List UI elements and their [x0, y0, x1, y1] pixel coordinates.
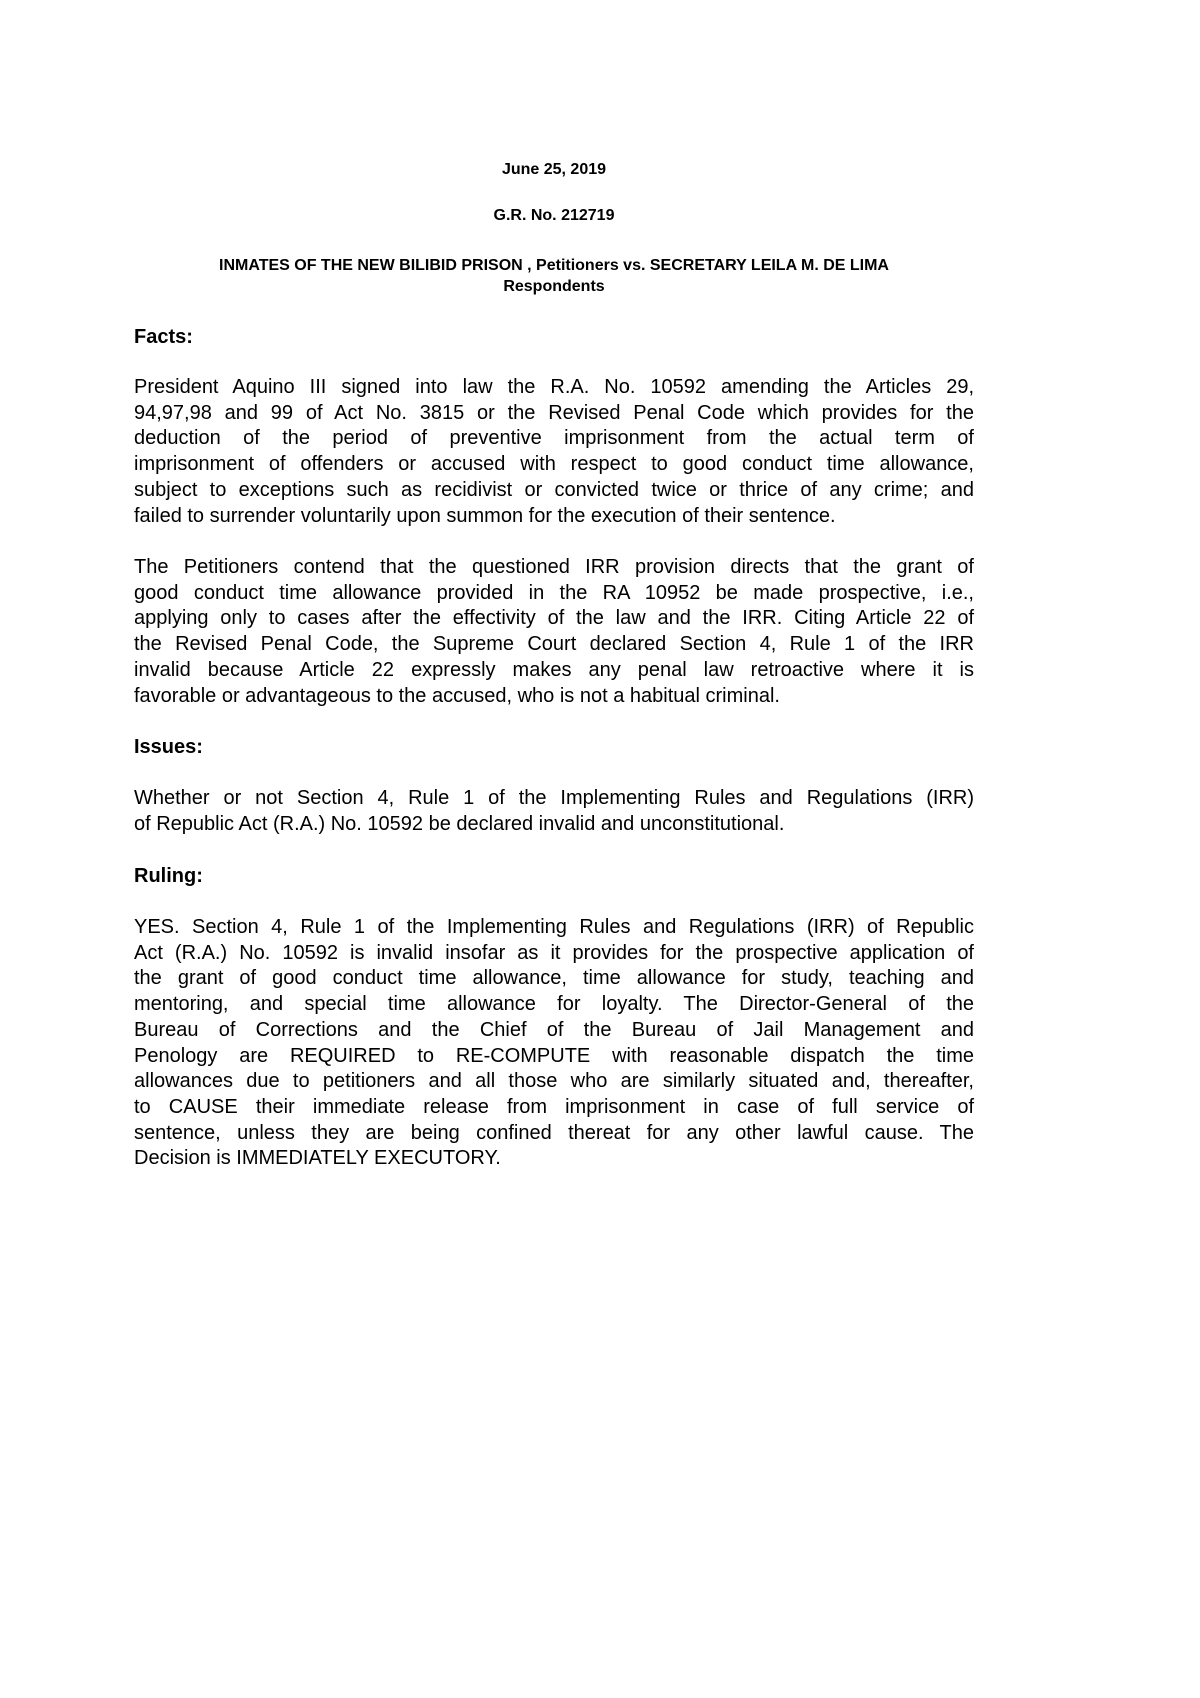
paragraph-line: of Republic Act (R.A.) No. 10592 be declared invalid and unconstitutional.: [134, 812, 785, 835]
paragraph-line: to CAUSE their immediate release from imprisonment in case of full service of: [134, 1095, 974, 1118]
paragraph-line: failed to surrender voluntarily upon summon for the execution of their sentence.: [134, 504, 836, 527]
paragraph-line: Penology are REQUIRED to RE-COMPUTE with reasonable dispatch the time: [134, 1044, 974, 1067]
paragraph-line: Bureau of Corrections and the Chief of the Bureau of Jail Management and: [134, 1018, 974, 1041]
paragraph-line: deduction of the period of preventive imprisonment from the actual term of: [134, 427, 974, 450]
paragraph-line: sentence, unless they are being confined thereat for any other lawful cause. The: [134, 1121, 974, 1144]
paragraph-line: Act (R.A.) No. 10592 is invalid insofar as it provides for the prospective application of: [134, 941, 974, 964]
issues-heading: Issues:: [134, 736, 203, 758]
paragraph-line: invalid because Article 22 expressly makes any penal law retroactive where it is: [134, 658, 974, 681]
ruling-heading: Ruling:: [134, 865, 203, 887]
case-title-line1: INMATES OF THE NEW BILIBID PRISON , Petitioners vs. SECRETARY LEILA M. DE LIMA: [219, 257, 889, 274]
paragraph-line: applying only to cases after the effectivity of the law and the IRR. Citing Article 22 of: [134, 607, 974, 630]
facts-paragraph-2: [134, 555, 974, 709]
paragraph-line: mentoring, and special time allowance for loyalty. The Director-General of the: [134, 993, 974, 1016]
case-title-line2: Respondents: [503, 278, 605, 295]
ruling-paragraph: [134, 915, 974, 1172]
paragraph-line: 94,97,98 and 99 of Act No. 3815 or the Revised Penal Code which provides for the: [134, 401, 974, 424]
paragraph-line: allowances due to petitioners and all those who are similarly situated and, thereafter,: [134, 1070, 974, 1093]
paragraph-line: the Revised Penal Code, the Supreme Court declared Section 4, Rule 1 of the IRR: [134, 633, 974, 656]
paragraph-line: Whether or not Section 4, Rule 1 of the Implementing Rules and Regulations (IRR): [134, 787, 974, 809]
paragraph-line: President Aquino III signed into law the R.A. No. 10592 amending the Articles 29,: [134, 376, 974, 398]
case-number: G.R. No. 212719: [493, 207, 615, 224]
paragraph-line: subject to exceptions such as recidivist or convicted twice or thrice of any crime; and: [134, 478, 974, 501]
paragraph-line: imprisonment of offenders or accused with respect to good conduct time allowance,: [134, 453, 974, 476]
paragraph-line: good conduct time allowance provided in the RA 10952 be made prospective, i.e.,: [134, 581, 974, 604]
paragraph-line: YES. Section 4, Rule 1 of the Implementing Rules and Regulations (IRR) of Republic: [134, 916, 974, 938]
paragraph-line: the grant of good conduct time allowance, time allowance for study, teaching and: [134, 967, 974, 990]
paragraph-line: The Petitioners contend that the questioned IRR provision directs that the grant of: [134, 556, 974, 578]
paragraph-line: favorable or advantageous to the accused, who is not a habitual criminal.: [134, 684, 780, 707]
issues-paragraph: [134, 786, 974, 837]
facts-heading: Facts:: [134, 326, 193, 348]
document-date: June 25, 2019: [501, 161, 607, 178]
paragraph-line: Decision is IMMEDIATELY EXECUTORY.: [134, 1147, 501, 1170]
facts-paragraph-1: [134, 375, 974, 529]
